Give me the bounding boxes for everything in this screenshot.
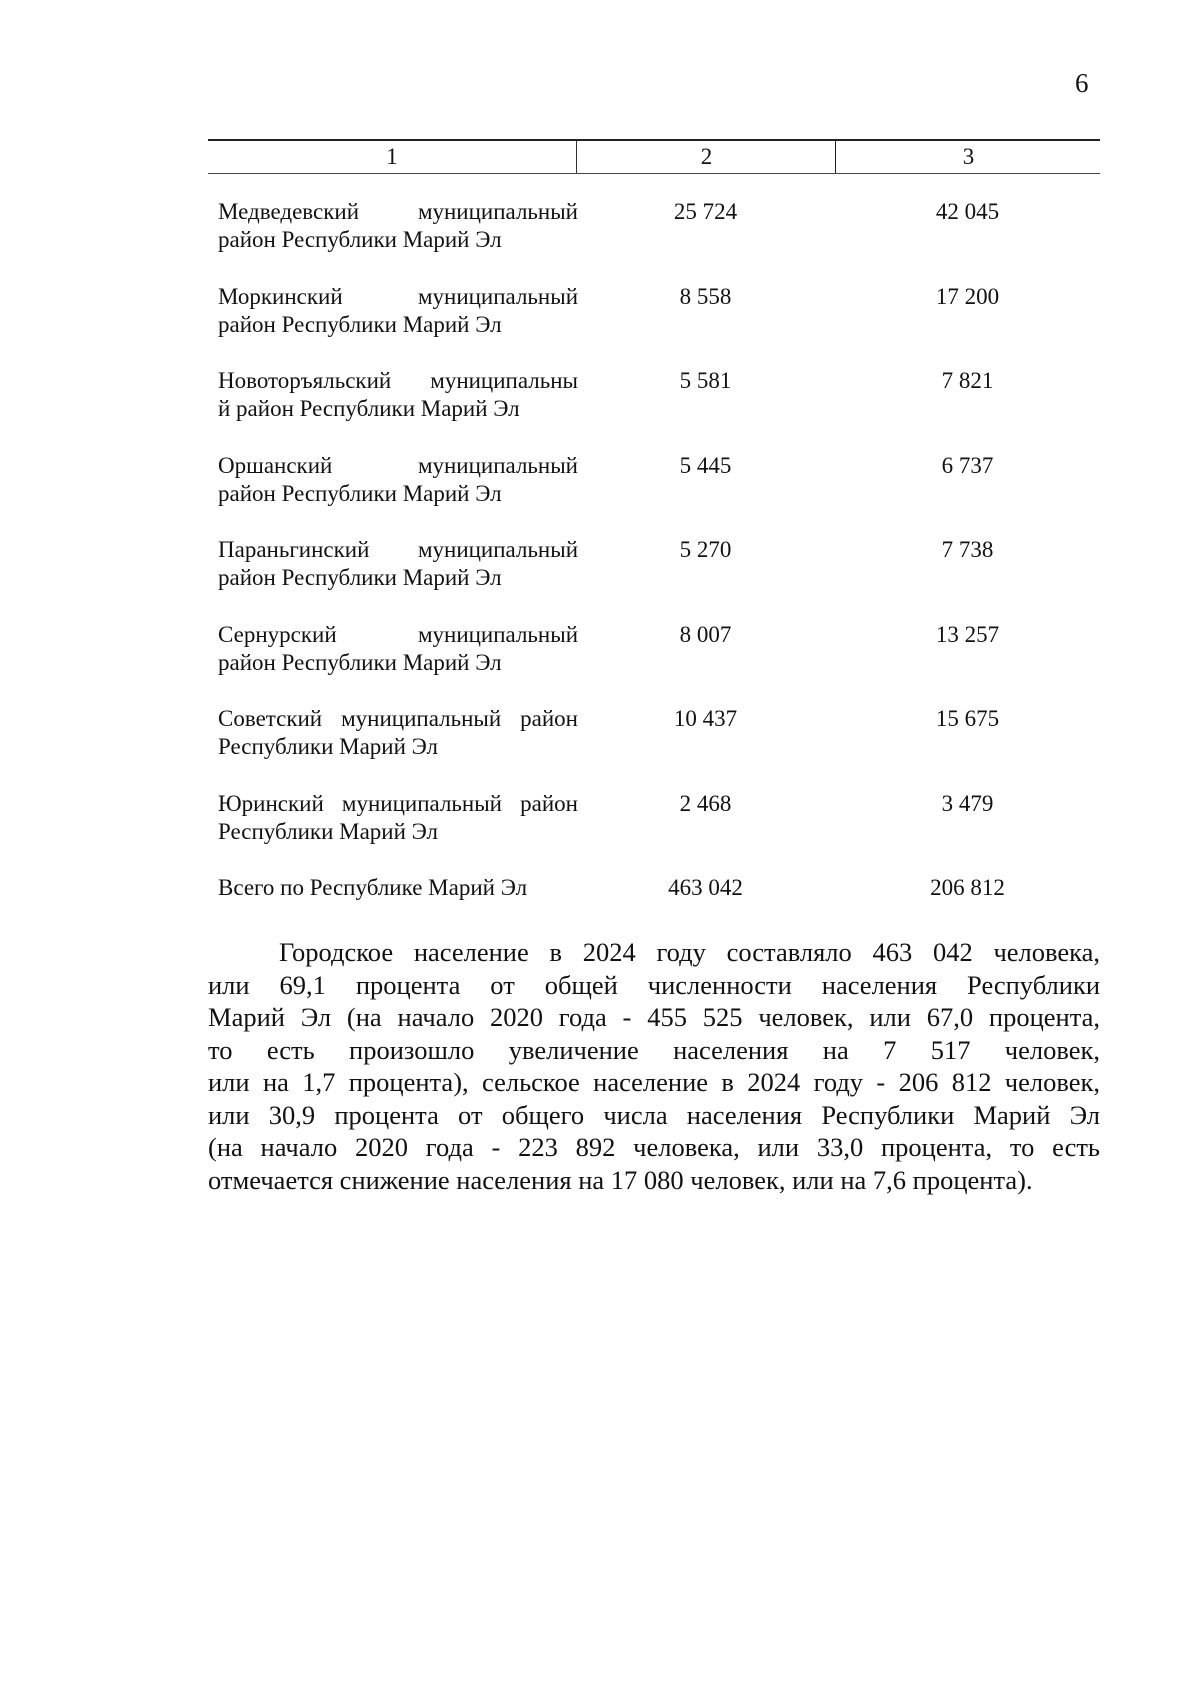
table-cell-name-line: Республики Марий Эл bbox=[218, 818, 439, 844]
table-cell-col-2: 10 437 bbox=[673, 706, 738, 731]
table-cell-name bbox=[218, 198, 578, 254]
table-cell-col-3: 42 045 bbox=[935, 199, 1000, 224]
page-number: 6 bbox=[1075, 68, 1089, 98]
table-cell-name-line: район Республики Марий Эл bbox=[218, 311, 502, 337]
paragraph-line: или на 1,7 процента), сельское население в 2024 году - 206 812 человек, bbox=[208, 1067, 1100, 1097]
table-cell-col-2: 8 007 bbox=[679, 621, 732, 647]
table-cell-col-2: 8 558 bbox=[679, 283, 732, 309]
table-header-col-1: 1 bbox=[386, 144, 398, 169]
table-cell-name-line: Республики Марий Эл bbox=[218, 734, 439, 759]
table-cell-name bbox=[218, 452, 578, 508]
table-cell-name-line: й район Республики Марий Эл bbox=[218, 396, 520, 421]
paragraph-line: или 69,1 процента от общей численности населения Республики bbox=[208, 969, 1100, 1000]
table-cell-col-2: 25 724 bbox=[673, 199, 738, 224]
table-cell-name-line: район Республики Марий Эл bbox=[218, 227, 502, 252]
table-body bbox=[208, 174, 1100, 959]
table-cell-col-2: 2 468 bbox=[679, 790, 732, 816]
table-cell-name-line: Оршанский муниципальный bbox=[218, 452, 578, 478]
table-row bbox=[208, 198, 1100, 283]
table-cell-name-line: район Республики Марий Эл bbox=[218, 480, 502, 506]
paragraph-line: Марий Эл (на начало 2020 года - 455 525 человек, или 67,0 процента, bbox=[208, 1002, 1100, 1032]
table-cell-col-2: 5 270 bbox=[679, 537, 732, 562]
table-header-col-3: 3 bbox=[835, 141, 1101, 173]
paragraph-line: то есть произошло увеличение населения на 7 517 человек, bbox=[208, 1034, 1100, 1065]
table-row bbox=[208, 283, 1100, 368]
population-table bbox=[208, 139, 1100, 959]
table-row bbox=[208, 536, 1100, 621]
table-cell-col-3: 7 821 bbox=[941, 368, 994, 393]
table-cell-name-line: Всего по Республике Марий Эл bbox=[218, 875, 528, 900]
table-header-row bbox=[208, 139, 1100, 174]
table-cell-col-3: 6 737 bbox=[941, 452, 994, 478]
table-cell-name-line: район Республики Марий Эл bbox=[218, 565, 502, 590]
table-cell-name bbox=[218, 705, 578, 761]
table-row bbox=[208, 705, 1100, 790]
table-cell-col-3: 206 812 bbox=[930, 875, 1005, 900]
table-cell-name bbox=[218, 874, 578, 902]
table-row bbox=[208, 790, 1100, 875]
table-cell-col-3: 17 200 bbox=[935, 283, 1000, 309]
table-cell-name-line: Сернурский муниципальный bbox=[218, 621, 578, 647]
table-cell-name-line: Медведевский муниципальный bbox=[218, 199, 578, 224]
table-row bbox=[208, 367, 1100, 452]
table-cell-col-2: 5 445 bbox=[679, 452, 732, 478]
table-cell-col-2: 463 042 bbox=[668, 875, 743, 900]
table-header-col-2: 2 bbox=[576, 141, 836, 173]
paragraph-line: отмечается снижение населения на 17 080 человек, или на 7,6 процента). bbox=[208, 1164, 1033, 1195]
table-cell-name-line: район Республики Марий Эл bbox=[218, 649, 502, 675]
table-cell-name bbox=[218, 536, 578, 592]
table-cell-name-line: Параньгинский муниципальный bbox=[218, 537, 578, 562]
paragraph-line: или 30,9 процента от общего числа населения Республики Марий Эл bbox=[208, 1099, 1100, 1130]
table-cell-name bbox=[218, 621, 578, 677]
paragraph-line: Городское население в 2024 году составляло 463 042 человека, bbox=[279, 937, 1100, 967]
body-paragraph bbox=[208, 936, 1100, 1196]
table-cell-col-3: 15 675 bbox=[935, 706, 1000, 731]
table-cell-col-3: 3 479 bbox=[941, 790, 994, 816]
table-row bbox=[208, 621, 1100, 706]
table-cell-name-line: Советский муниципальный район bbox=[218, 706, 578, 731]
table-cell-col-3: 13 257 bbox=[935, 621, 1000, 647]
table-cell-col-2: 5 581 bbox=[679, 368, 732, 393]
paragraph-line: (на начало 2020 года - 223 892 человека, или 33,0 процента, то есть bbox=[208, 1132, 1100, 1162]
table-row bbox=[208, 452, 1100, 537]
table-cell-name bbox=[218, 790, 578, 846]
table-cell-name bbox=[218, 367, 578, 423]
table-cell-col-3: 7 738 bbox=[941, 537, 994, 562]
table-cell-name bbox=[218, 283, 578, 339]
table-cell-name-line: Юринский муниципальный район bbox=[218, 790, 578, 816]
table-cell-name-line: Моркинский муниципальный bbox=[218, 283, 578, 309]
table-cell-name-line: Новоторъяльский муниципальны bbox=[218, 368, 578, 393]
